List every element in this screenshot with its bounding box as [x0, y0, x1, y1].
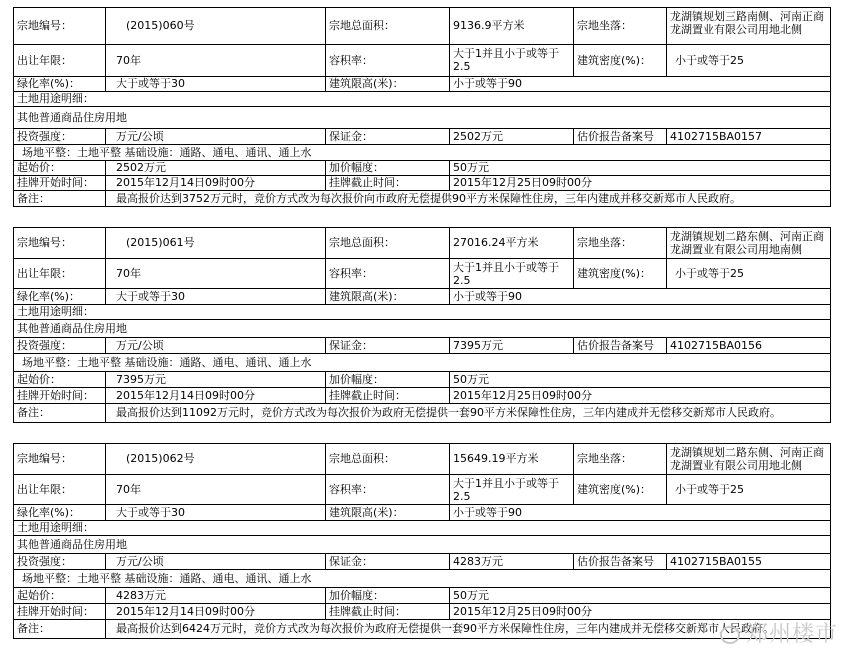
label-term: 出让年限： [13, 258, 105, 288]
site-conditions: 场地平整：土地平整 基础设施：通路、通电、通讯、通上水 [13, 569, 831, 587]
height-limit: 小于或等于90 [449, 76, 831, 91]
remark: 最高报价达到6424万元时，竞价方式改为每次报价为政府无偿提供一套90平方米保障性住房，三年内建成并无偿移交新郑市人民政府。 [105, 619, 831, 639]
appraisal-no: 4102715BA0157 [666, 128, 831, 144]
table-row [13, 76, 831, 91]
table-row [13, 569, 831, 587]
term: 70年 [105, 474, 325, 504]
label-start-time: 挂牌开始时间： [13, 387, 105, 403]
table-row [13, 403, 831, 423]
start-price: 7395万元 [105, 371, 325, 387]
table-row [13, 371, 831, 387]
height-limit: 小于或等于90 [449, 504, 831, 520]
invest-unit: 万元/公顷 [105, 553, 325, 569]
table-row [13, 443, 831, 474]
total-area: 15649.19平方米 [449, 443, 573, 474]
start-time: 2015年12月14日09时00分 [105, 603, 325, 619]
deposit: 4283万元 [449, 553, 573, 569]
label-use-detail: 土地用途明细： [13, 91, 831, 106]
table-row [13, 144, 831, 160]
label-end-time: 挂牌截止时间： [325, 603, 449, 619]
label-increment: 加价幅度： [325, 371, 449, 387]
label-density: 建筑密度(%)： [573, 44, 666, 76]
parcel-table [13, 227, 831, 423]
plot-ratio: 大于1并且小于或等于2.5 [449, 44, 573, 76]
table-row [13, 304, 831, 319]
table-row [13, 603, 831, 619]
parcel-table [13, 443, 831, 639]
location: 龙湖镇规划二路东侧、河南正商龙湖置业有限公司用地南侧 [666, 227, 831, 258]
table-row [13, 160, 831, 175]
table-row [13, 535, 831, 553]
invest-unit: 万元/公顷 [105, 337, 325, 353]
appraisal-no: 4102715BA0156 [666, 337, 831, 353]
table-row [13, 387, 831, 403]
start-time: 2015年12月14日09时00分 [105, 175, 325, 190]
label-plot-ratio: 容积率： [325, 258, 449, 288]
table-row [13, 337, 831, 353]
label-end-time: 挂牌截止时间： [325, 175, 449, 190]
land-use: 其他普通商品住房用地 [13, 319, 831, 337]
label-start-time: 挂牌开始时间： [13, 175, 105, 190]
label-total-area: 宗地总面积： [325, 227, 449, 258]
label-start-price: 起始价： [13, 160, 105, 175]
term: 70年 [105, 258, 325, 288]
label-term: 出让年限： [13, 474, 105, 504]
label-remark: 备注： [13, 190, 105, 207]
table-row [13, 619, 831, 639]
label-deposit: 保证金： [325, 553, 449, 569]
location: 龙湖镇规划二路东侧、河南正商龙湖置业有限公司用地北侧 [666, 443, 831, 474]
label-increment: 加价幅度： [325, 160, 449, 175]
label-location: 宗地坐落： [573, 227, 666, 258]
label-green: 绿化率(%)： [13, 288, 105, 304]
table-row [13, 553, 831, 569]
deposit: 7395万元 [449, 337, 573, 353]
appraisal-no: 4102715BA0155 [666, 553, 831, 569]
invest-unit: 万元/公顷 [105, 128, 325, 144]
plot-ratio: 大于1并且小于或等于2.5 [449, 258, 573, 288]
label-remark: 备注： [13, 403, 105, 423]
table-row [13, 190, 831, 207]
label-deposit: 保证金： [325, 337, 449, 353]
wechat-icon [720, 626, 740, 644]
label-appraisal: 估价报告备案号 [573, 128, 666, 144]
label-deposit: 保证金： [325, 128, 449, 144]
label-parcel-no: 宗地编号： [13, 227, 105, 258]
term: 70年 [105, 44, 325, 76]
total-area: 9136.9平方米 [449, 7, 573, 44]
table-row [13, 353, 831, 371]
label-location: 宗地坐落： [573, 7, 666, 44]
label-total-area: 宗地总面积： [325, 7, 449, 44]
increment: 50万元 [449, 371, 831, 387]
label-green: 绿化率(%)： [13, 76, 105, 91]
label-remark: 备注： [13, 619, 105, 639]
table-row [13, 128, 831, 144]
parcel-no: (2015)060号 [105, 7, 325, 44]
label-start-price: 起始价： [13, 371, 105, 387]
table-row [13, 258, 831, 288]
label-appraisal: 估价报告备案号 [573, 337, 666, 353]
label-appraisal: 估价报告备案号 [573, 553, 666, 569]
density: 小于或等于25 [666, 474, 831, 504]
height-limit: 小于或等于90 [449, 288, 831, 304]
parcel-table [13, 7, 831, 207]
density: 小于或等于25 [666, 44, 831, 76]
deposit: 2502万元 [449, 128, 573, 144]
label-start-price: 起始价： [13, 587, 105, 603]
label-plot-ratio: 容积率： [325, 474, 449, 504]
green-rate: 大于或等于30 [105, 288, 325, 304]
label-height: 建筑限高(米)： [325, 76, 449, 91]
end-time: 2015年12月25日09时00分 [449, 387, 831, 403]
increment: 50万元 [449, 160, 831, 175]
table-row [13, 288, 831, 304]
start-price: 4283万元 [105, 587, 325, 603]
end-time: 2015年12月25日09时00分 [449, 603, 831, 619]
start-time: 2015年12月14日09时00分 [105, 387, 325, 403]
table-row [13, 587, 831, 603]
green-rate: 大于或等于30 [105, 504, 325, 520]
label-term: 出让年限： [13, 44, 105, 76]
table-row [13, 175, 831, 190]
remark: 最高报价达到11092万元时，竞价方式改为每次报价为政府无偿提供一套90平方米保障性住房，三年内建成并无偿移交新郑市人民政府。 [105, 403, 831, 423]
start-price: 2502万元 [105, 160, 325, 175]
label-density: 建筑密度(%)： [573, 474, 666, 504]
site-conditions: 场地平整：土地平整 基础设施：通路、通电、通讯、通上水 [13, 353, 831, 371]
land-use: 其他普通商品住房用地 [13, 106, 831, 128]
table-row [13, 106, 831, 128]
label-end-time: 挂牌截止时间： [325, 387, 449, 403]
parcel-no: (2015)062号 [105, 443, 325, 474]
label-invest: 投资强度： [13, 128, 105, 144]
table-row [13, 44, 831, 76]
green-rate: 大于或等于30 [105, 76, 325, 91]
label-use-detail: 土地用途明细： [13, 304, 831, 319]
increment: 50万元 [449, 587, 831, 603]
table-row [13, 227, 831, 258]
watermark [720, 617, 838, 648]
table-row [13, 7, 831, 44]
label-height: 建筑限高(米)： [325, 288, 449, 304]
label-increment: 加价幅度： [325, 587, 449, 603]
table-row [13, 504, 831, 520]
end-time: 2015年12月25日09时00分 [449, 175, 831, 190]
label-parcel-no: 宗地编号： [13, 443, 105, 474]
total-area: 27016.24平方米 [449, 227, 573, 258]
table-row [13, 520, 831, 535]
label-density: 建筑密度(%)： [573, 258, 666, 288]
label-invest: 投资强度： [13, 553, 105, 569]
table-row [13, 91, 831, 106]
land-use: 其他普通商品住房用地 [13, 535, 831, 553]
label-total-area: 宗地总面积： [325, 443, 449, 474]
label-start-time: 挂牌开始时间： [13, 603, 105, 619]
density: 小于或等于25 [666, 258, 831, 288]
parcel-no: (2015)061号 [105, 227, 325, 258]
label-invest: 投资强度： [13, 337, 105, 353]
label-parcel-no: 宗地编号： [13, 7, 105, 44]
plot-ratio: 大于1并且小于或等于2.5 [449, 474, 573, 504]
label-green: 绿化率(%)： [13, 504, 105, 520]
site-conditions: 场地平整：土地平整 基础设施：通路、通电、通讯、通上水 [13, 144, 831, 160]
label-height: 建筑限高(米)： [325, 504, 449, 520]
table-row [13, 474, 831, 504]
label-location: 宗地坐落： [573, 443, 666, 474]
location: 龙湖镇规划三路南侧、河南正商龙湖置业有限公司用地北侧 [666, 7, 831, 44]
remark: 最高报价达到3752万元时，竞价方式改为每次报价向市政府无偿提供90平方米保障性住房，三年内建成并移交新郑市人民政府。 [105, 190, 831, 207]
watermark-text: 郑州楼市 [745, 622, 838, 647]
label-plot-ratio: 容积率： [325, 44, 449, 76]
table-row [13, 319, 831, 337]
label-use-detail: 土地用途明细： [13, 520, 831, 535]
